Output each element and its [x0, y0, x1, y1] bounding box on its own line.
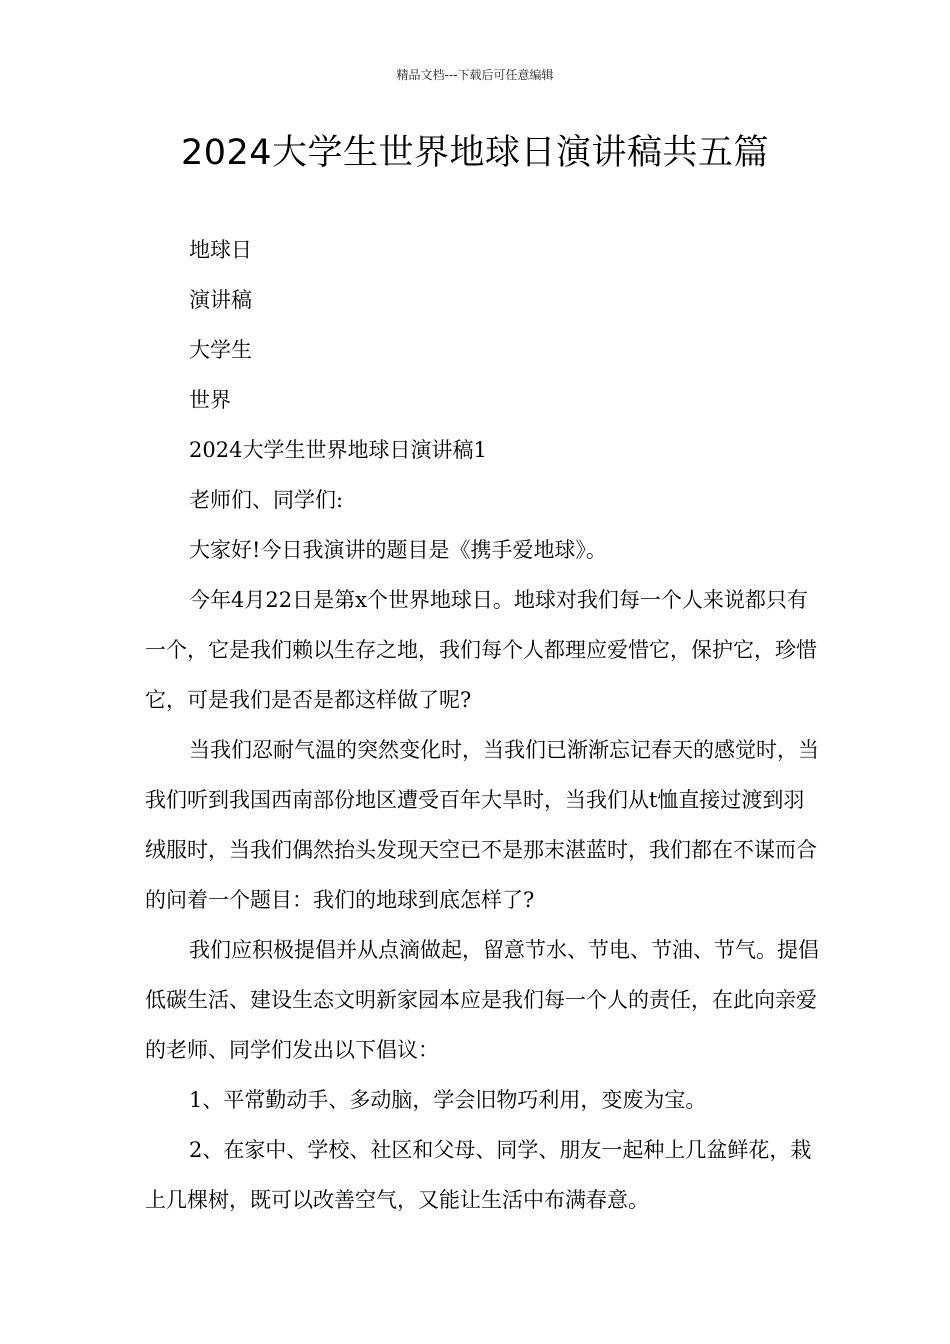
salutation: 老师们、同学们: — [189, 488, 344, 512]
keyword-speech: 演讲稿 — [189, 288, 252, 312]
document-body — [145, 225, 825, 1225]
header-note: 精品文档---下载后可任意编辑 — [396, 68, 554, 82]
section-heading: 2024大学生世界地球日演讲稿1 — [189, 438, 487, 462]
body-paragraph: 我们应积极提倡并从点滴做起，留意节水、节电、节油、节气。提倡低碳生活、建设生态文明新家园本应是我们每一个人的责任，在此向亲爱的老师、同学们发出以下倡议： — [145, 938, 819, 1062]
body-paragraph: 今年4月22日是第x个世界地球日。地球对我们每一个人来说都只有一个，它是我们赖以生存之地，我们每个人都理应爱惜它，保护它，珍惜它，可是我们是否是都这样做了呢? — [145, 588, 817, 712]
body-paragraph: 当我们忍耐气温的突然变化时，当我们已渐渐忘记春天的感觉时，当我们听到我国西南部份地区遭受百年大旱时，当我们从t恤直接过渡到羽绒服时，当我们偶然抬头发现天空已不是那末湛蓝时，我们都在不谋而合的问着一个题目：我们的地球到底怎样了? — [145, 738, 819, 912]
keyword-world: 世界 — [189, 388, 231, 412]
keyword-college-student: 大学生 — [189, 338, 252, 362]
greeting-paragraph: 大家好!今日我演讲的题目是《携手爱地球》。 — [189, 538, 607, 562]
list-item: 1、平常勤动手、多动脑，学会旧物巧利用，变废为宝。 — [189, 1088, 707, 1112]
list-item: 2、在家中、学校、社区和父母、同学、朋友一起种上几盆鲜花，栽上几棵树，既可以改善空气，又能让生活中布满春意。 — [145, 1138, 812, 1212]
keyword-earth-day: 地球日 — [189, 238, 252, 262]
page-title: 2024大学生世界地球日演讲稿共五篇 — [180, 133, 770, 173]
